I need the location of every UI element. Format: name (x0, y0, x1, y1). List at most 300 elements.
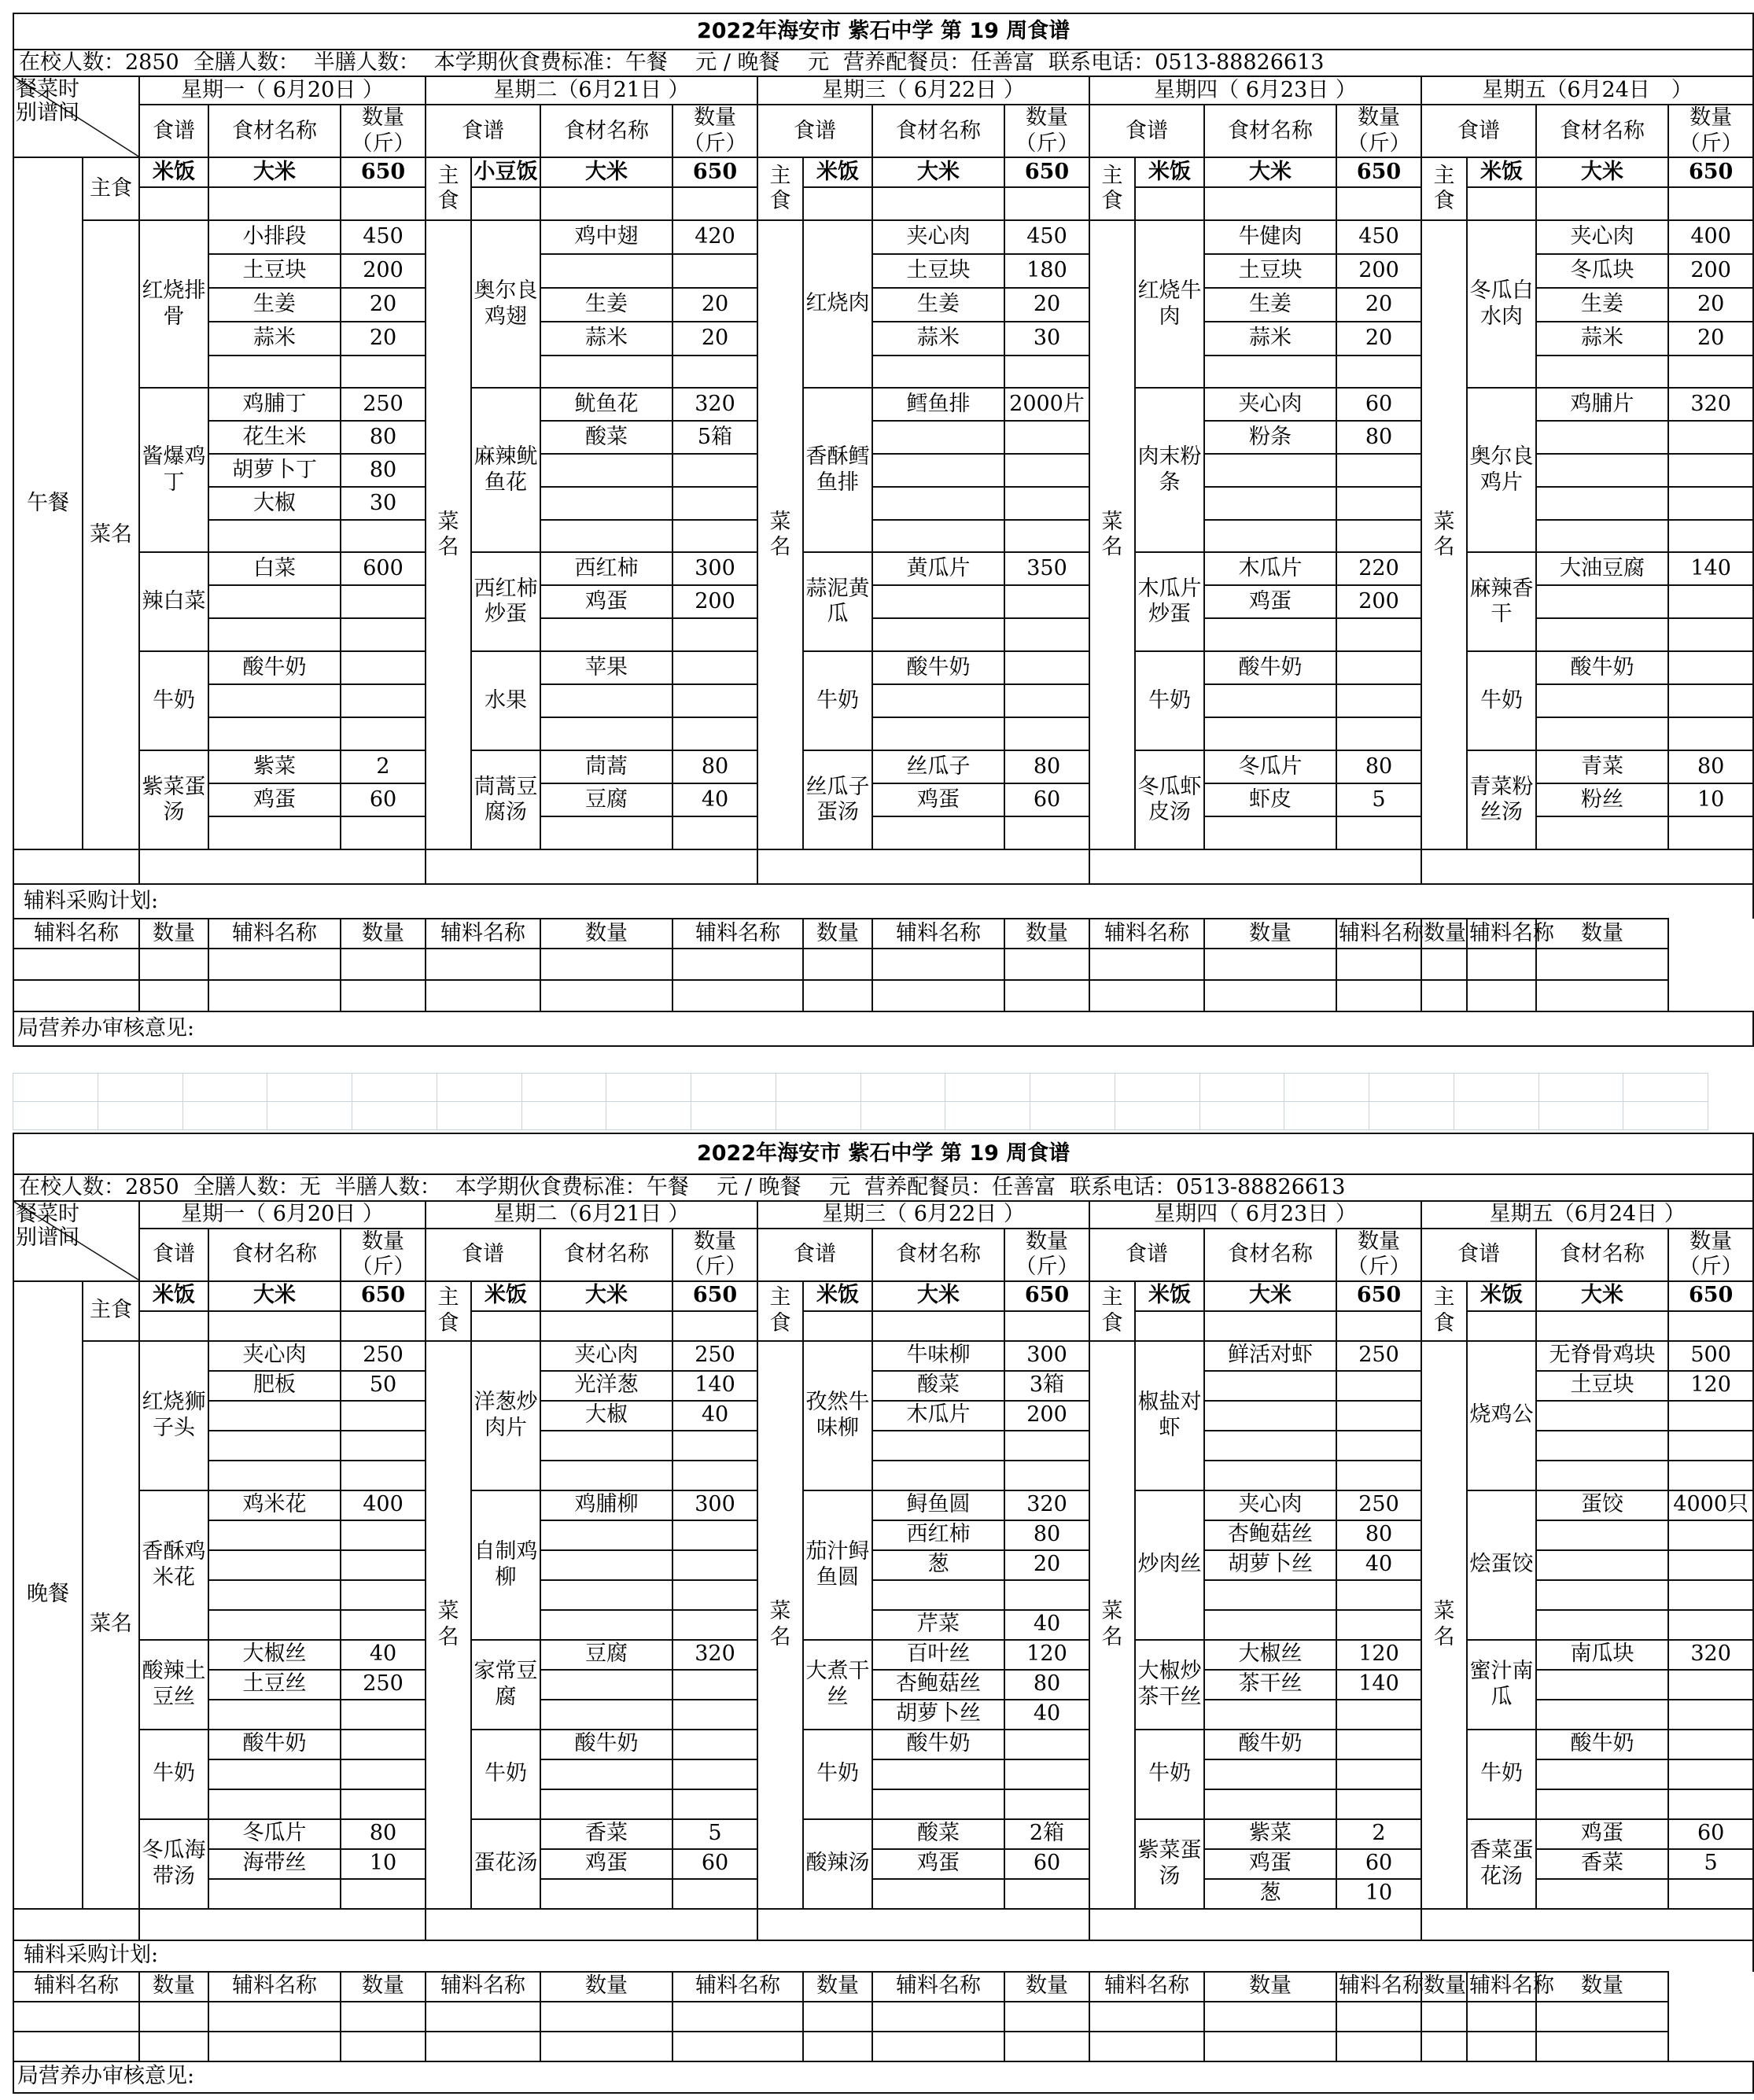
aux-cell (803, 949, 872, 980)
ingredient-name: 鸡蛋 (540, 1849, 672, 1879)
ingredient-qty: 450 (1336, 220, 1421, 254)
ingredient-qty (672, 1789, 757, 1819)
ingredient-name (540, 1550, 672, 1580)
menu-table (13, 1133, 1754, 2094)
review-label: 局营养办审核意见: (13, 2061, 1753, 2093)
ingredient-qty: 20 (341, 322, 426, 356)
ingredient-name (208, 816, 341, 849)
ingredient-qty: 40 (1004, 1700, 1089, 1730)
col-header-qty: 数量（斤） (1336, 105, 1421, 157)
staple-qty: 650 (1004, 157, 1089, 187)
ingredient-qty: 200 (1336, 585, 1421, 618)
ingredient-name: 鸡蛋 (872, 783, 1004, 816)
ingredient-name: 冬瓜片 (1204, 750, 1336, 783)
ingredient-name: 芹菜 (872, 1610, 1004, 1640)
ingredient-qty: 20 (1668, 288, 1753, 322)
info-fee: 本学期伙食费标准：午餐 元 / 晚餐 元 (433, 50, 830, 75)
ingredient-name: 酸菜 (872, 1371, 1004, 1401)
ingredient-qty (341, 1580, 426, 1610)
empty-cell (1336, 1311, 1421, 1341)
ingredient-qty: 60 (1336, 1849, 1421, 1879)
ingredient-name: 土豆块 (208, 254, 341, 288)
ingredient-qty: 5 (672, 1819, 757, 1849)
dish-name: 香菜蛋花汤 (1467, 1819, 1536, 1909)
aux-cell (1467, 2002, 1536, 2032)
staple-qty: 650 (672, 157, 757, 187)
ingredient-name (1204, 1431, 1336, 1461)
empty-cell (1421, 849, 1753, 884)
ingredient-qty (672, 684, 757, 717)
ingredient-name (540, 487, 672, 520)
ingredient-qty: 3箱 (1004, 1371, 1089, 1401)
ingredient-name: 鸡脯丁 (208, 388, 341, 421)
ingredient-qty (672, 1879, 757, 1909)
empty-cell (1336, 187, 1421, 220)
ingredient-name: 蒜米 (1204, 322, 1336, 356)
ingredient-name (1204, 520, 1336, 552)
ingredient-qty (1004, 1730, 1089, 1759)
ingredient-name (1204, 1610, 1336, 1640)
info-fee: 本学期伙食费标准：午餐 元 / 晚餐 元 (455, 1175, 851, 1199)
page-title: 2022年海安市 紫石中学 第 19 周食谱 (13, 1133, 1753, 1174)
aux-cell (1204, 949, 1336, 980)
staple-ingredient: 大米 (1204, 157, 1336, 187)
info-students: 在校人数：2850 (19, 50, 179, 75)
ingredient-qty (1336, 816, 1421, 849)
aux-cell (672, 2002, 803, 2032)
ingredient-qty: 250 (672, 1341, 757, 1371)
ingredient-name (540, 254, 672, 288)
ingredient-qty (1668, 1520, 1753, 1550)
aux-name-header: 辅料名称 (426, 1972, 540, 2002)
dish-name: 酱爆鸡丁 (139, 388, 208, 552)
ingredient-qty (341, 1879, 426, 1909)
dish-name: 青菜粉丝汤 (1467, 750, 1536, 849)
ingredient-qty: 50 (341, 1371, 426, 1401)
ingredient-name: 鱿鱼花 (540, 388, 672, 421)
ingredient-qty: 30 (341, 487, 426, 520)
ingredient-qty (341, 585, 426, 618)
ingredient-name: 夹心肉 (1536, 220, 1668, 254)
ingredient-qty (1004, 520, 1089, 552)
ingredient-qty: 220 (1336, 552, 1421, 585)
ingredient-qty: 40 (1336, 1550, 1421, 1580)
col-header-dish: 食谱 (139, 105, 208, 157)
dish-name: 牛奶 (139, 1730, 208, 1819)
ingredient-name: 茶干丝 (1204, 1670, 1336, 1700)
ingredient-name: 大油豆腐 (1536, 552, 1668, 585)
ingredient-qty: 30 (1004, 322, 1089, 356)
aux-cell (1004, 980, 1089, 1011)
ingredient-name (1536, 520, 1668, 552)
ingredient-name (208, 618, 341, 651)
ingredient-name (1536, 1670, 1668, 1700)
ingredient-qty (1336, 618, 1421, 651)
ingredient-qty (1668, 717, 1753, 750)
ingredient-qty: 80 (1668, 750, 1753, 783)
ingredient-qty (1336, 1610, 1421, 1640)
staple-qty: 650 (1336, 157, 1421, 187)
category-dish: 菜名 (757, 1341, 803, 1909)
ingredient-name (540, 1461, 672, 1490)
aux-cell (1204, 2032, 1336, 2061)
ingredient-qty: 250 (1336, 1490, 1421, 1520)
ingredient-qty (1004, 421, 1089, 454)
ingredient-qty (672, 1461, 757, 1490)
ingredient-name: 酸牛奶 (1536, 1730, 1668, 1759)
staple-ingredient: 大米 (872, 1281, 1004, 1311)
ingredient-name: 鸡米花 (208, 1490, 341, 1520)
ingredient-qty (1336, 1789, 1421, 1819)
ingredient-name (1536, 421, 1668, 454)
ingredient-qty: 200 (1336, 254, 1421, 288)
staple-dish: 米饭 (1467, 1281, 1536, 1311)
ingredient-name (540, 816, 672, 849)
dish-name: 辣白菜 (139, 552, 208, 651)
ingredient-name: 冬瓜片 (208, 1819, 341, 1849)
ingredient-name (872, 816, 1004, 849)
category-staple: 主食 (1089, 157, 1135, 220)
category-staple: 主食 (1421, 157, 1467, 220)
ingredient-qty: 140 (1668, 552, 1753, 585)
info-phone: 联系电话：0513-88826613 (1048, 50, 1325, 75)
ingredient-name (540, 356, 672, 388)
spreadsheet-gap (13, 1073, 1708, 1131)
corner-label-top: 餐菜时 (16, 77, 79, 102)
dish-name: 烧鸡公 (1467, 1341, 1536, 1490)
ingredient-name: 黄瓜片 (872, 552, 1004, 585)
ingredient-qty: 60 (1004, 783, 1089, 816)
ingredient-name: 葱 (1204, 1879, 1336, 1909)
ingredient-name: 土豆块 (872, 254, 1004, 288)
aux-cell (1421, 2032, 1467, 2061)
staple-qty: 650 (341, 1281, 426, 1311)
ingredient-name (208, 356, 341, 388)
ingredient-qty: 5 (1668, 1849, 1753, 1879)
ingredient-name: 蒜米 (872, 322, 1004, 356)
ingredient-name: 豆腐 (540, 1640, 672, 1670)
ingredient-name (1536, 487, 1668, 520)
ingredient-name: 紫菜 (1204, 1819, 1336, 1849)
ingredient-name: 鸡脯柳 (540, 1490, 672, 1520)
ingredient-qty: 600 (341, 552, 426, 585)
ingredient-name: 木瓜片 (1204, 552, 1336, 585)
ingredient-name: 生姜 (1204, 288, 1336, 322)
ingredient-name (1204, 1371, 1336, 1401)
ingredient-name: 小排段 (208, 220, 341, 254)
aux-name-header: 辅料名称 (672, 919, 803, 949)
aux-cell (426, 980, 540, 1011)
aux-cell (426, 2032, 540, 2061)
ingredient-qty: 250 (1336, 1341, 1421, 1371)
ingredient-qty: 320 (1668, 388, 1753, 421)
ingredient-qty: 5箱 (672, 421, 757, 454)
ingredient-name: 胡萝卜丝 (1204, 1550, 1336, 1580)
ingredient-qty: 40 (672, 1401, 757, 1431)
ingredient-name: 土豆块 (1536, 1371, 1668, 1401)
aux-cell (13, 980, 139, 1011)
ingredient-name: 鸡蛋 (1204, 1849, 1336, 1879)
ingredient-name (540, 1700, 672, 1730)
ingredient-qty (1004, 651, 1089, 684)
ingredient-qty: 4000只 (1668, 1490, 1753, 1520)
dish-name: 洋葱炒肉片 (471, 1341, 540, 1490)
ingredient-name (1536, 1431, 1668, 1461)
ingredient-qty: 200 (1668, 254, 1753, 288)
ingredient-qty (1336, 1580, 1421, 1610)
ingredient-name (208, 1461, 341, 1490)
aux-cell (1421, 2002, 1467, 2032)
ingredient-qty: 200 (672, 585, 757, 618)
ingredient-name (1204, 1789, 1336, 1819)
ingredient-name (1536, 1550, 1668, 1580)
col-header-ingredient: 食材名称 (208, 1229, 341, 1281)
ingredient-name (872, 1431, 1004, 1461)
empty-cell (426, 1909, 757, 1940)
ingredient-name (872, 717, 1004, 750)
ingredient-name (1536, 1580, 1668, 1610)
dish-name: 酸辣土豆丝 (139, 1640, 208, 1730)
ingredient-name: 酸牛奶 (872, 651, 1004, 684)
aux-cell (1004, 949, 1089, 980)
ingredient-qty: 80 (1336, 1520, 1421, 1550)
lunch-menu-sheet (13, 13, 1743, 1047)
ingredient-name: 酸牛奶 (208, 651, 341, 684)
ingredient-qty: 140 (672, 1371, 757, 1401)
ingredient-qty (672, 1610, 757, 1640)
dish-name: 大煮干丝 (803, 1640, 872, 1730)
empty-cell (208, 1311, 341, 1341)
aux-cell (13, 949, 139, 980)
ingredient-qty (672, 356, 757, 388)
aux-cell (1421, 980, 1467, 1011)
ingredient-qty (1004, 487, 1089, 520)
ingredient-qty (341, 1431, 426, 1461)
day-header: 星期三（ 6月22日 ） (757, 76, 1089, 105)
ingredient-qty: 60 (1004, 1849, 1089, 1879)
ingredient-name (1204, 454, 1336, 487)
ingredient-name (1536, 1789, 1668, 1819)
corner-label-top: 餐菜时 (16, 1202, 79, 1227)
aux-cell (426, 2002, 540, 2032)
ingredient-name (872, 618, 1004, 651)
ingredient-name (540, 1610, 672, 1640)
empty-cell (1467, 1311, 1536, 1341)
col-header-qty: 数量（斤） (672, 105, 757, 157)
ingredient-qty (341, 618, 426, 651)
ingredient-name: 光洋葱 (540, 1371, 672, 1401)
ingredient-qty (1004, 356, 1089, 388)
aux-name-header: 辅料名称 (872, 1972, 1004, 2002)
ingredient-qty (672, 1700, 757, 1730)
staple-qty: 650 (672, 1281, 757, 1311)
dish-name: 牛奶 (803, 651, 872, 750)
aux-cell (1004, 2002, 1089, 2032)
aux-cell (1204, 2002, 1336, 2032)
dinner-menu-sheet (13, 1133, 1748, 2094)
ingredient-name: 生姜 (540, 288, 672, 322)
ingredient-qty (1004, 684, 1089, 717)
aux-cell (1204, 980, 1336, 1011)
ingredient-qty: 2 (1336, 1819, 1421, 1849)
day-header: 星期一（ 6月20日 ） (139, 76, 426, 105)
ingredient-qty: 80 (1336, 421, 1421, 454)
corner-header (13, 76, 139, 157)
ingredient-qty (1004, 816, 1089, 849)
ingredient-qty (1004, 717, 1089, 750)
ingredient-name: 丝瓜子 (872, 750, 1004, 783)
ingredient-qty (672, 1431, 757, 1461)
ingredient-qty (1004, 1759, 1089, 1789)
dish-name: 红烧狮子头 (139, 1341, 208, 1490)
dish-name: 红烧排骨 (139, 220, 208, 388)
ingredient-name (540, 520, 672, 552)
empty-cell (672, 187, 757, 220)
ingredient-qty (1668, 1670, 1753, 1700)
category-dish: 菜名 (757, 220, 803, 849)
empty-cell (1135, 1311, 1204, 1341)
dish-name: 牛奶 (1135, 1730, 1204, 1819)
dish-name: 牛奶 (1135, 651, 1204, 750)
staple-ingredient: 大米 (208, 1281, 341, 1311)
aux-cell (803, 2032, 872, 2061)
dish-name: 麻辣香干 (1467, 552, 1536, 651)
staple-ingredient: 大米 (872, 157, 1004, 187)
ingredient-name: 虾皮 (1204, 783, 1336, 816)
ingredient-name: 蒜米 (1536, 322, 1668, 356)
ingredient-qty: 2000片 (1004, 388, 1089, 421)
ingredient-qty (1336, 487, 1421, 520)
ingredient-qty: 20 (1004, 1550, 1089, 1580)
ingredient-name (1536, 454, 1668, 487)
aux-cell (426, 949, 540, 980)
ingredient-qty: 320 (672, 388, 757, 421)
ingredient-qty (1336, 651, 1421, 684)
ingredient-name: 酸牛奶 (208, 1730, 341, 1759)
ingredient-qty (1004, 1461, 1089, 1490)
ingredient-qty: 300 (1004, 1341, 1089, 1371)
empty-cell (1089, 1909, 1421, 1940)
ingredient-name (208, 520, 341, 552)
dish-name: 酸辣汤 (803, 1819, 872, 1909)
ingredient-qty: 20 (672, 322, 757, 356)
ingredient-qty (341, 356, 426, 388)
category-staple: 主食 (426, 1281, 471, 1341)
dish-name: 牛奶 (471, 1730, 540, 1819)
ingredient-qty: 5 (1336, 783, 1421, 816)
dish-name: 丝瓜子蛋汤 (803, 750, 872, 849)
ingredient-name: 夹心肉 (1204, 388, 1336, 421)
day-header: 星期二（6月21日 ） (426, 1201, 757, 1228)
empty-cell (1004, 1311, 1089, 1341)
ingredient-qty: 320 (1668, 1640, 1753, 1670)
ingredient-name (872, 684, 1004, 717)
ingredient-qty: 2 (341, 750, 426, 783)
ingredient-qty: 250 (341, 1670, 426, 1700)
empty-cell (1668, 1311, 1753, 1341)
info-nutritionist: 营养配餐员：任善富 (864, 1175, 1056, 1199)
category-staple: 主食 (83, 157, 139, 220)
ingredient-name (208, 1550, 341, 1580)
col-header-dish: 食谱 (1089, 1229, 1204, 1281)
info-phone: 联系电话：0513-88826613 (1070, 1175, 1346, 1199)
ingredient-name (872, 1461, 1004, 1490)
day-header: 星期五（6月24日 ） (1421, 1201, 1753, 1228)
purchase-plan-label: 辅料采购计划: (13, 1940, 1753, 1972)
ingredient-name (1204, 1580, 1336, 1610)
ingredient-name: 鸡蛋 (872, 1849, 1004, 1879)
ingredient-qty: 400 (1668, 220, 1753, 254)
ingredient-name: 茼蒿 (540, 750, 672, 783)
aux-name-header: 辅料名称 (13, 919, 139, 949)
ingredient-qty (1336, 1371, 1421, 1401)
empty-cell (872, 1311, 1004, 1341)
aux-qty-header: 数量 (1204, 1972, 1336, 2002)
info-students: 在校人数：2850 (19, 1175, 179, 1199)
ingredient-name (872, 356, 1004, 388)
ingredient-qty (341, 1401, 426, 1431)
ingredient-name (1536, 1700, 1668, 1730)
ingredient-name: 土豆丝 (208, 1670, 341, 1700)
ingredient-qty (341, 1700, 426, 1730)
category-dish: 菜名 (83, 1341, 139, 1909)
dish-name: 水果 (471, 651, 540, 750)
ingredient-qty (672, 254, 757, 288)
aux-cell (1089, 2002, 1204, 2032)
dish-name: 冬瓜白水肉 (1467, 220, 1536, 388)
aux-cell (1336, 2032, 1421, 2061)
aux-cell (872, 980, 1004, 1011)
staple-dish: 米饭 (1135, 1281, 1204, 1311)
aux-cell (1467, 2032, 1536, 2061)
aux-qty-header: 数量 (803, 1972, 872, 2002)
aux-cell (1467, 980, 1536, 1011)
ingredient-qty: 450 (341, 220, 426, 254)
ingredient-qty: 20 (672, 288, 757, 322)
ingredient-name (1204, 1759, 1336, 1789)
dish-name: 麻辣鱿鱼花 (471, 388, 540, 552)
ingredient-name: 青菜 (1536, 750, 1668, 783)
ingredient-name (1204, 1461, 1336, 1490)
aux-cell (341, 2032, 426, 2061)
ingredient-name: 鳕鱼排 (872, 388, 1004, 421)
category-dish: 菜名 (426, 220, 471, 849)
ingredient-qty: 60 (672, 1849, 757, 1879)
ingredient-name: 生姜 (872, 288, 1004, 322)
ingredient-name (540, 1580, 672, 1610)
ingredient-name (1536, 356, 1668, 388)
aux-name-header: 辅料名称 (426, 919, 540, 949)
staple-qty: 650 (1336, 1281, 1421, 1311)
ingredient-qty: 420 (672, 220, 757, 254)
aux-cell (208, 2002, 341, 2032)
ingredient-qty (672, 454, 757, 487)
dish-name: 炒肉丝 (1135, 1490, 1204, 1640)
ingredient-qty: 20 (1336, 322, 1421, 356)
corner-label-bottom: 别谱间 (16, 101, 79, 126)
ingredient-name (540, 618, 672, 651)
ingredient-qty: 250 (341, 388, 426, 421)
staple-dish: 米饭 (139, 1281, 208, 1311)
ingredient-qty: 450 (1004, 220, 1089, 254)
ingredient-qty (1004, 1580, 1089, 1610)
ingredient-name (208, 717, 341, 750)
ingredient-name: 牛健肉 (1204, 220, 1336, 254)
ingredient-qty (1668, 618, 1753, 651)
ingredient-qty (672, 618, 757, 651)
ingredient-qty (1336, 717, 1421, 750)
empty-cell (341, 1311, 426, 1341)
